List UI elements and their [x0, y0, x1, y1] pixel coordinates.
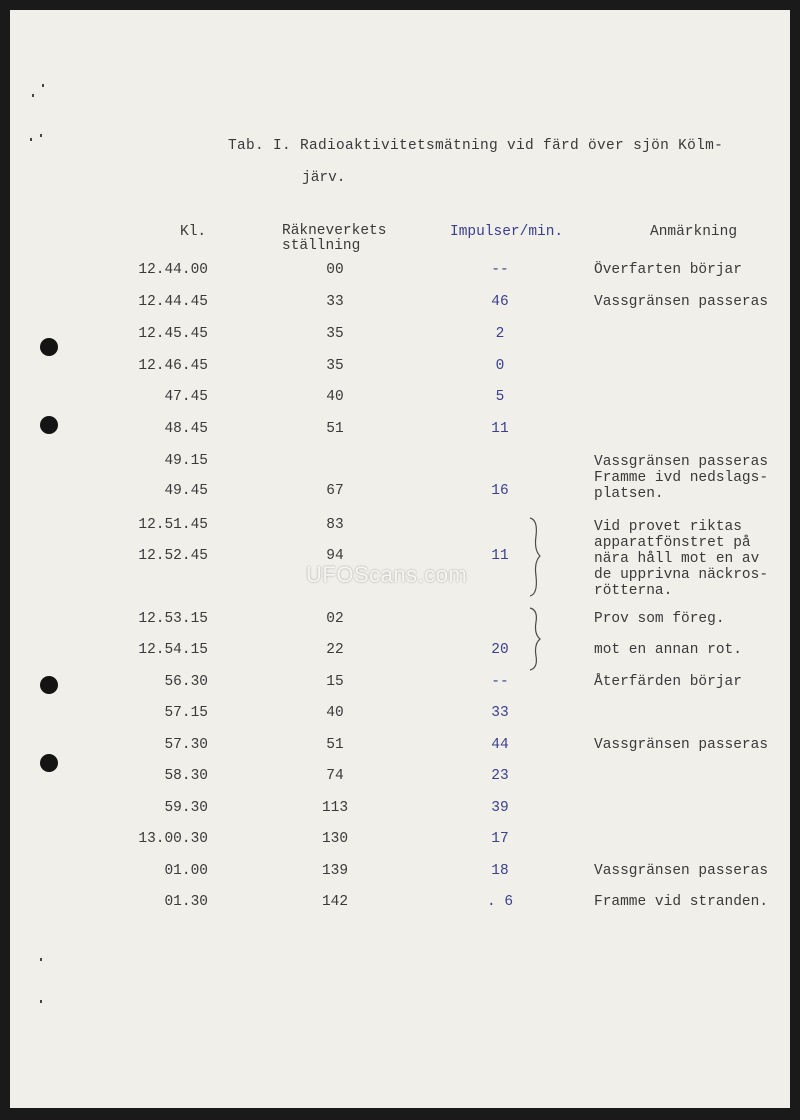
time-cell: 58.30: [164, 768, 208, 784]
count-cell: 83: [326, 517, 344, 533]
table-title-continued: järv.: [302, 170, 346, 186]
brace-icon: [526, 516, 546, 598]
time-cell: 49.45: [164, 483, 208, 499]
table-row: [10, 737, 790, 761]
time-cell: 12.44.00: [138, 262, 208, 278]
time-cell: 57.30: [164, 737, 208, 753]
document-page: [10, 10, 790, 1108]
count-cell: 22: [326, 642, 344, 658]
table-row: [10, 294, 790, 318]
table-row: [10, 642, 790, 666]
note-line: Vassgränsen passeras: [594, 454, 769, 470]
speck: [40, 1000, 42, 1003]
time-cell: 13.00.30: [138, 831, 208, 847]
table-row: [10, 389, 790, 413]
note-cell: Vassgränsen passeras: [594, 737, 769, 753]
note-block-provet: [594, 519, 768, 599]
count-cell: 35: [326, 358, 344, 374]
time-cell: 12.44.45: [138, 294, 208, 310]
time-cell: 48.45: [164, 421, 208, 437]
impulse-cell: 18: [491, 863, 509, 879]
impulse-cell: 17: [491, 831, 509, 847]
table-row: [10, 358, 790, 382]
note-line: rötterna.: [594, 583, 673, 599]
note-line: nära håll mot en av: [594, 551, 760, 567]
impulse-cell: 39: [491, 800, 509, 816]
impulse-cell: 11: [491, 548, 509, 564]
impulse-cell: --: [491, 262, 509, 278]
header-impulser: Impulser/min.: [450, 224, 564, 240]
table-row: [10, 674, 790, 698]
table-row: [10, 768, 790, 792]
speck: [30, 138, 32, 141]
time-cell: 49.15: [164, 453, 208, 469]
count-cell: 15: [326, 674, 344, 690]
time-cell: 57.15: [164, 705, 208, 721]
time-cell: 12.45.45: [138, 326, 208, 342]
count-cell: 113: [321, 800, 349, 816]
count-cell: 67: [326, 483, 344, 499]
impulse-cell: 16: [491, 483, 509, 499]
watermark: UFOScans.com: [306, 562, 468, 587]
time-cell: 56.30: [164, 674, 208, 690]
impulse-cell: 33: [491, 705, 509, 721]
header-anmarkning: Anmärkning: [650, 224, 738, 240]
note-line: platsen.: [594, 486, 664, 502]
note-cell: Återfärden börjar: [594, 674, 742, 690]
count-cell: 40: [326, 389, 344, 405]
count-cell: 51: [326, 421, 344, 437]
count-cell: 74: [326, 768, 344, 784]
time-cell: 12.54.15: [138, 642, 208, 658]
note-line: apparatfönstret på: [594, 535, 751, 551]
speck: [32, 94, 34, 97]
table-row: [10, 894, 790, 918]
impulse-cell: 23: [491, 768, 509, 784]
note-line: Framme ivd nedslags-: [594, 470, 769, 486]
time-cell: 59.30: [164, 800, 208, 816]
count-cell: 02: [326, 611, 344, 627]
count-cell: 35: [326, 326, 344, 342]
table-row: [10, 262, 790, 286]
note-line: de upprivna näckros-: [594, 567, 769, 583]
header-rakneverk: [282, 224, 386, 254]
impulse-cell: 46: [491, 294, 509, 310]
time-cell: 12.52.45: [138, 548, 208, 564]
impulse-cell: 0: [495, 358, 505, 374]
impulse-cell: --: [491, 674, 509, 690]
header-rakneverk-line1: Räkneverkets: [282, 223, 387, 239]
speck: [40, 958, 42, 961]
count-cell: 139: [321, 863, 349, 879]
time-cell: 01.00: [164, 863, 208, 879]
count-cell: 33: [326, 294, 344, 310]
count-cell: 40: [326, 705, 344, 721]
note-cell: Vassgränsen passeras: [594, 863, 769, 879]
count-cell: 51: [326, 737, 344, 753]
table-row: [10, 611, 790, 635]
impulse-cell: . 6: [486, 894, 514, 910]
impulse-cell: 11: [491, 421, 509, 437]
brace-icon: [526, 606, 546, 672]
count-cell: 130: [321, 831, 349, 847]
time-cell: 47.45: [164, 389, 208, 405]
note-cell: Prov som föreg.: [594, 611, 725, 627]
table-row: [10, 863, 790, 887]
time-cell: 12.46.45: [138, 358, 208, 374]
time-cell: 01.30: [164, 894, 208, 910]
speck: [40, 134, 42, 137]
count-cell: 00: [326, 262, 344, 278]
impulse-cell: 5: [495, 389, 505, 405]
time-cell: 12.51.45: [138, 517, 208, 533]
note-line: Vid provet riktas: [594, 519, 742, 535]
note-block-vassgransen: [594, 454, 768, 502]
header-kl: Kl.: [180, 224, 207, 240]
speck: [42, 84, 44, 87]
table-row: [10, 705, 790, 729]
table-row: [10, 831, 790, 855]
note-cell: mot en annan rot.: [594, 642, 742, 658]
table-title: Tab. I. Radioaktivitetsmätning vid färd över sjön Kölm-: [228, 138, 724, 154]
note-cell: Vassgränsen passeras: [594, 294, 769, 310]
count-cell: 142: [321, 894, 349, 910]
impulse-cell: 20: [491, 642, 509, 658]
table-row: [10, 800, 790, 824]
note-cell: Framme vid stranden.: [594, 894, 769, 910]
time-cell: 12.53.15: [138, 611, 208, 627]
header-rakneverk-line2: ställning: [282, 238, 361, 254]
impulse-cell: 44: [491, 737, 509, 753]
impulse-cell: 2: [495, 326, 505, 342]
table-row: [10, 326, 790, 350]
table-row: [10, 421, 790, 445]
note-cell: Överfarten börjar: [594, 262, 742, 278]
count-cell: 94: [326, 548, 344, 564]
